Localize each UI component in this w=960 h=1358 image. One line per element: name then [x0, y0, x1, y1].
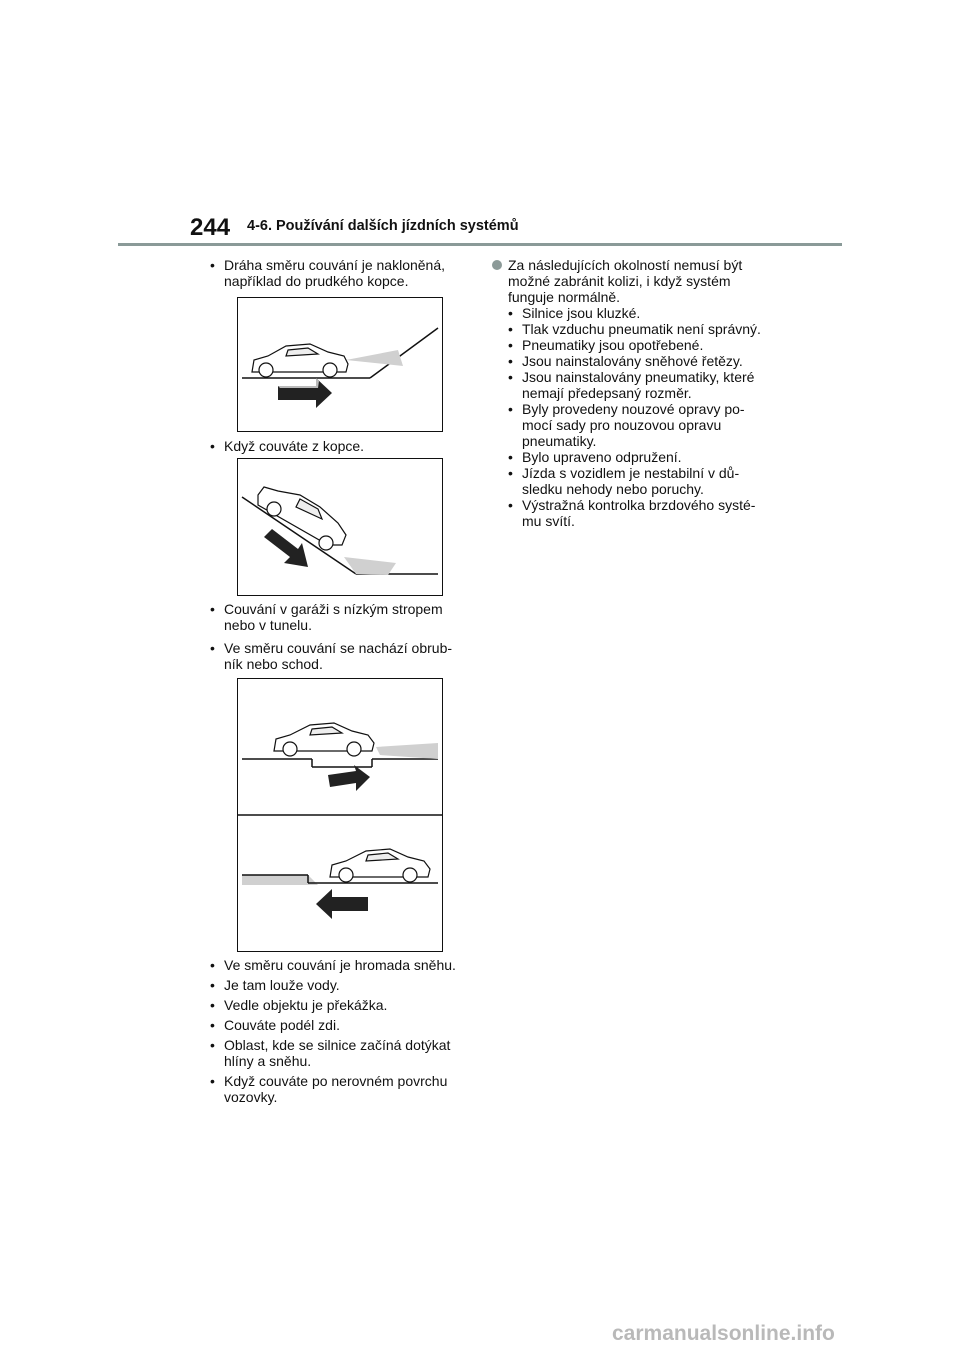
text-line: Oblast, kde se silnice začíná dotýkat	[224, 1037, 451, 1053]
text-line: Pneumatiky jsou opotřebené.	[522, 337, 704, 353]
circle-bullet-icon	[492, 260, 502, 270]
bullet-dot: •	[508, 353, 513, 369]
arrow-down-right-icon	[264, 529, 308, 567]
text-line: Dráha směru couvání je nakloněná,	[224, 257, 446, 273]
car-icon	[330, 849, 430, 882]
figure-incline-reverse	[237, 297, 443, 432]
bullet-dot: •	[210, 601, 215, 617]
page-number: 244	[190, 214, 231, 241]
bullet-dot: •	[508, 321, 513, 337]
bullet-dot: •	[508, 449, 513, 465]
bullet-dot: •	[508, 337, 513, 353]
text-line: možné zabránit kolizi, i když systém	[508, 273, 731, 289]
arrow-right-icon	[278, 378, 332, 408]
bullet-dot: •	[508, 465, 513, 481]
bullet-dot: •	[210, 257, 215, 273]
text-line: ník nebo schod.	[224, 656, 323, 672]
arrow-right-icon	[328, 765, 370, 791]
bullet-dot: •	[508, 305, 513, 321]
arrow-left-icon	[316, 889, 368, 919]
text-line: mu svítí.	[522, 513, 575, 529]
car-icon	[274, 723, 374, 756]
text-line: Když couváte po nerovném povrchu	[224, 1073, 448, 1089]
bullet-dot: •	[210, 1017, 215, 1033]
text-line: Jsou nainstalovány pneumatiky, které	[522, 369, 755, 385]
bullet-dot: •	[210, 640, 215, 656]
figure-downhill-reverse	[237, 458, 443, 596]
text-line: Ve směru couvání je hromada sněhu.	[224, 957, 456, 973]
text-line: Výstražná kontrolka brzdového systé-	[522, 497, 756, 513]
watermark: carmanualsonline.info	[612, 1322, 835, 1345]
bullet-dot: •	[210, 997, 215, 1013]
text-line: funguje normálně.	[508, 289, 621, 305]
text-line: Za následujících okolností nemusí být	[508, 257, 743, 273]
text-line: Jsou nainstalovány sněhové řetězy.	[522, 353, 743, 369]
bullet-dot: •	[210, 957, 215, 973]
left-item-1	[210, 257, 475, 289]
bullet-dot: •	[508, 401, 513, 417]
text-line: Silnice jsou kluzké.	[522, 305, 641, 321]
left-item-4	[210, 640, 475, 672]
bullet-dot: •	[210, 438, 215, 454]
right-note	[492, 257, 772, 529]
text-line: Jízda s vozidlem je nestabilní v dů-	[522, 465, 740, 481]
bullet-dot: •	[508, 369, 513, 385]
text-line: Když couváte z kopce.	[224, 438, 365, 454]
bullet-dot: •	[210, 1037, 215, 1053]
text-line: Couvání v garáži s nízkým stropem	[224, 601, 443, 617]
text-line: například do prudkého kopce.	[224, 273, 409, 289]
text-line: Vedle objektu je překážka.	[224, 997, 388, 1013]
bullet-dot: •	[210, 977, 215, 993]
left-items-bottom	[210, 957, 475, 1105]
text-line: vozovky.	[224, 1089, 278, 1105]
text-line: sledku nehody nebo poruchy.	[522, 481, 704, 497]
text-line: Tlak vzduchu pneumatik není správný.	[522, 321, 761, 337]
figure-curb-step	[237, 678, 443, 952]
section-title: 4-6. Používání dalších jízdních systémů	[247, 218, 519, 234]
text-line: Couváte podél zdi.	[224, 1017, 340, 1033]
text-line: Ve směru couvání se nachází obrub-	[224, 640, 453, 656]
text-line: Je tam louže vody.	[224, 977, 340, 993]
left-item-2	[210, 438, 475, 454]
left-item-3	[210, 601, 475, 633]
bullet-dot: •	[508, 497, 513, 513]
text-line: hlíny a sněhu.	[224, 1053, 312, 1069]
car-icon	[252, 344, 348, 377]
text-line: Byly provedeny nouzové opravy po-	[522, 401, 745, 417]
text-line: Bylo upraveno odpružení.	[522, 449, 682, 465]
text-line: pneumatiky.	[522, 433, 597, 449]
header-rule	[118, 243, 842, 246]
text-line: nebo v tunelu.	[224, 617, 312, 633]
bullet-dot: •	[210, 1073, 215, 1089]
text-line: mocí sady pro nouzovou opravu	[522, 417, 722, 433]
text-line: nemají předepsaný rozměr.	[522, 385, 692, 401]
